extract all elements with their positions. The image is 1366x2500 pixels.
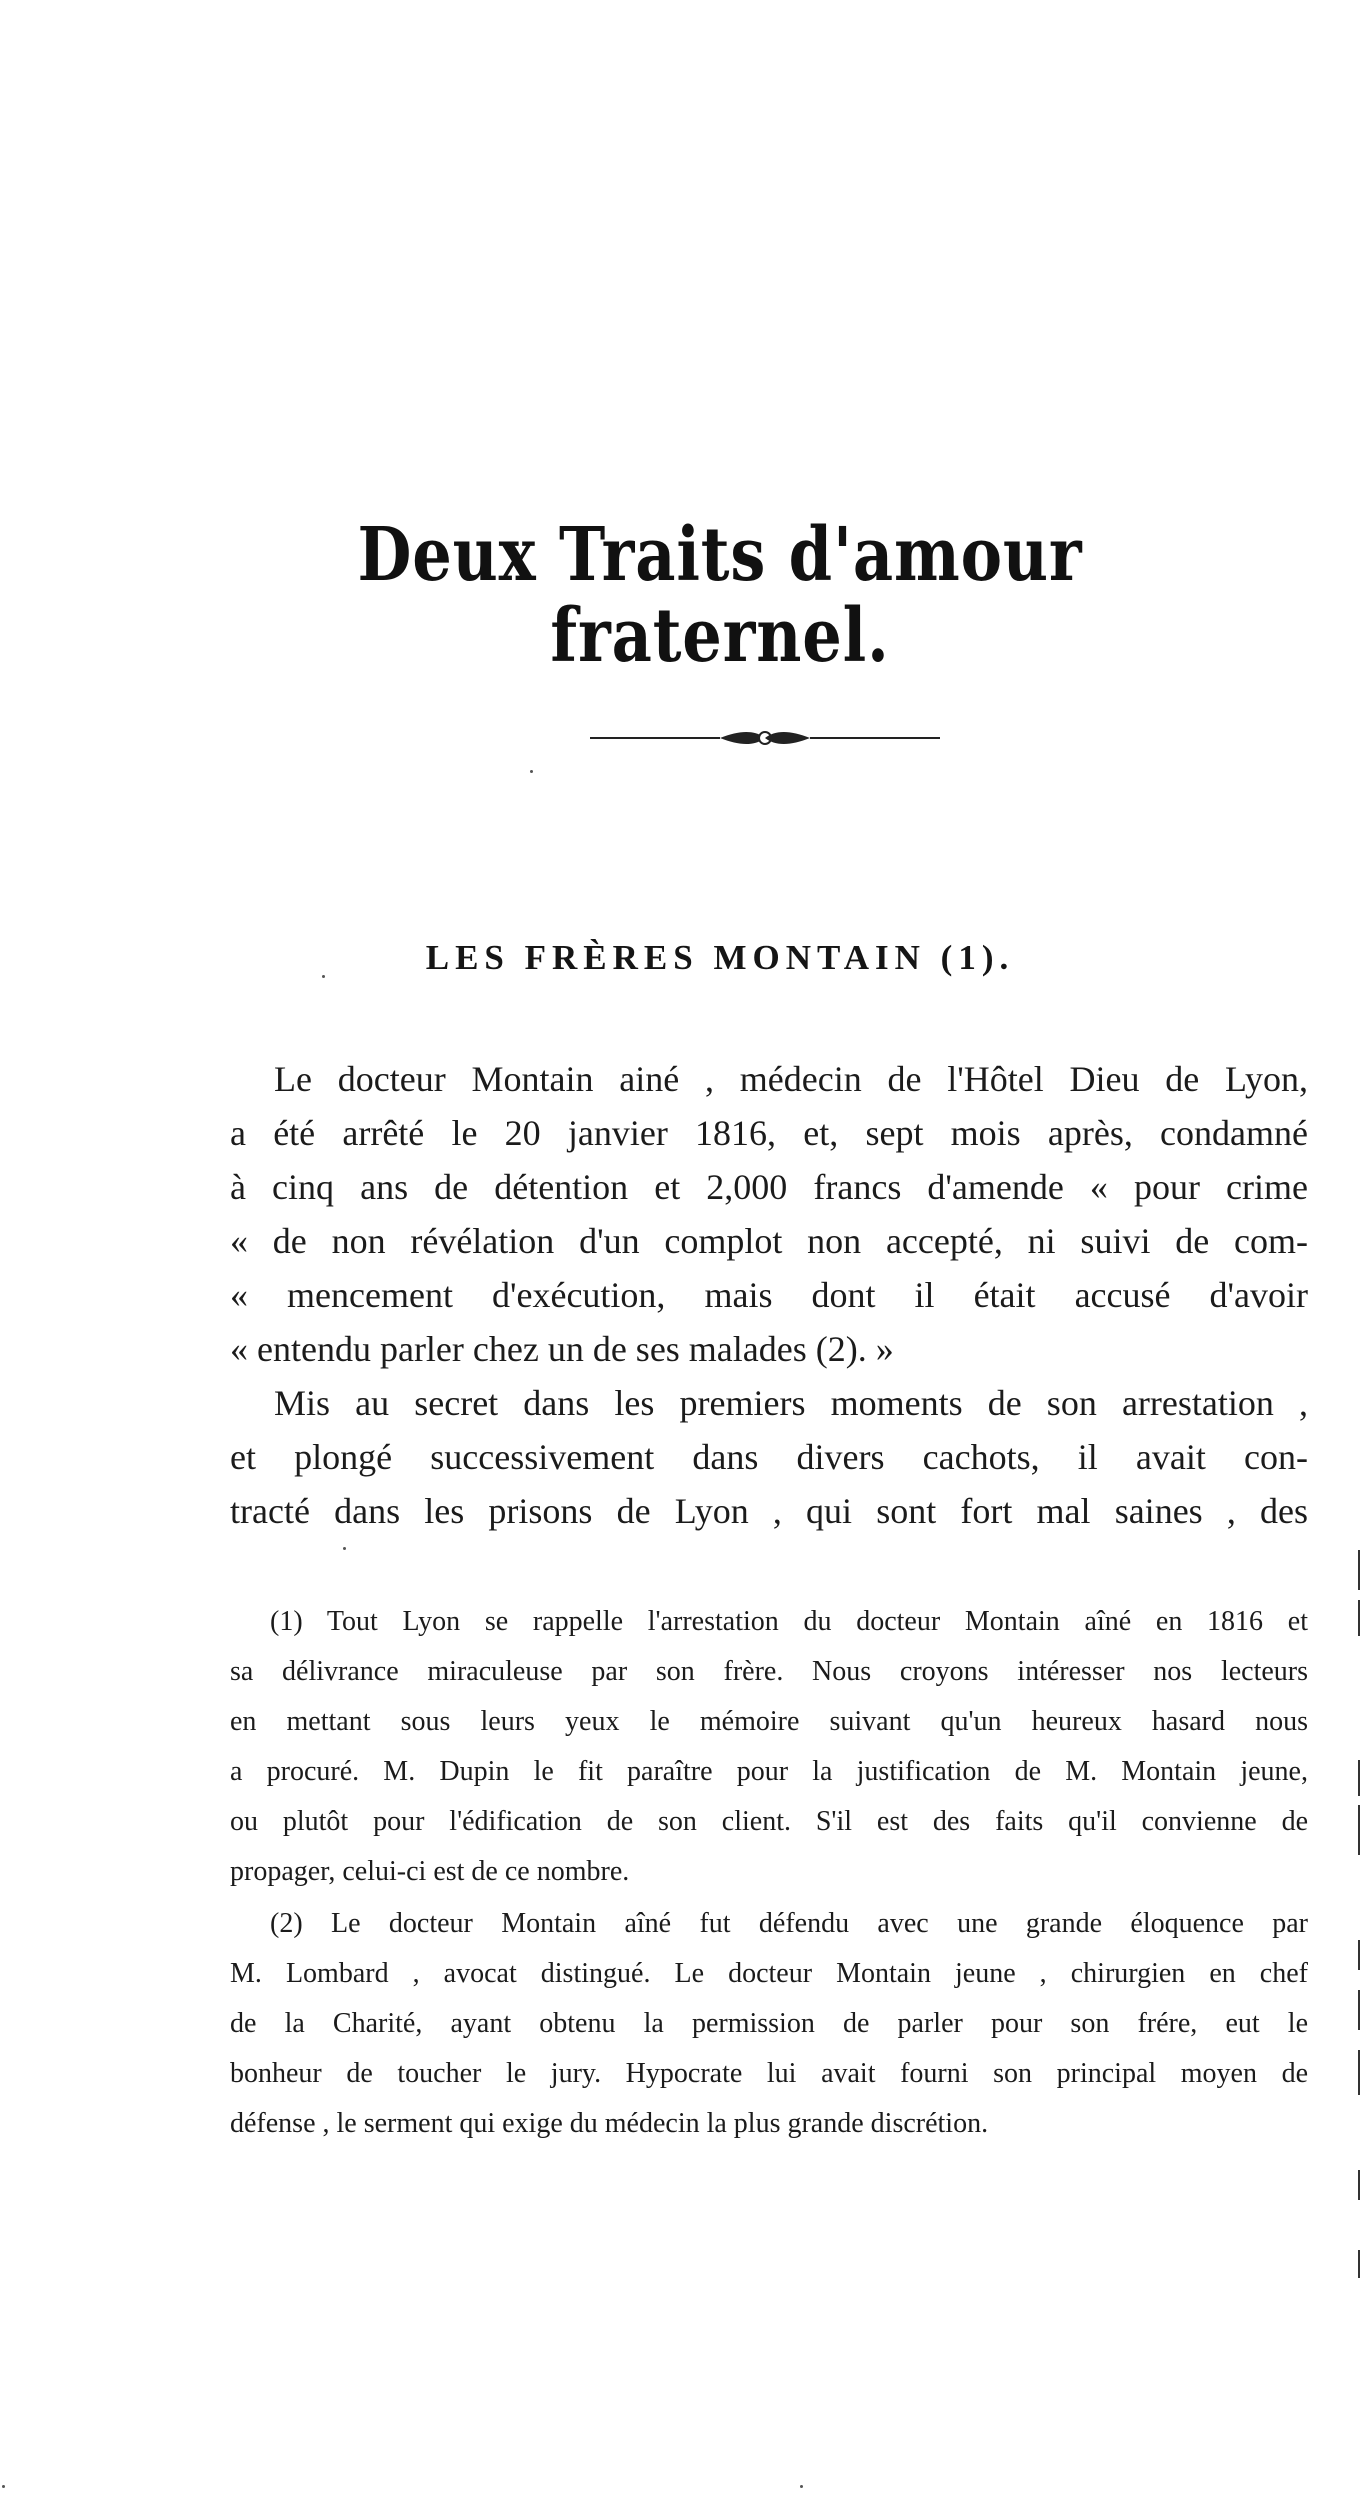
scan-edge-mark <box>1358 1600 1360 1636</box>
body-line: Le docteur Montain ainé , médecin de l'Hôtel Dieu de Lyon, <box>274 1059 1308 1099</box>
page-title: Deux Traits d'amour fraternel. <box>357 512 1083 680</box>
footnote-line: a procuré. M. Dupin le fit paraître pour la justification de M. Montain jeune, <box>230 1756 1308 1787</box>
footnote-2 <box>230 1899 1308 2149</box>
scan-edge-mark <box>1358 2170 1360 2200</box>
body-line: « de non révélation d'un complot non accepté, ni suivi de com- <box>230 1221 1308 1261</box>
scan-edge-mark <box>1358 1550 1360 1590</box>
scan-edge-mark <box>1358 2250 1360 2278</box>
footnote-line: en mettant sous leurs yeux le mémoire suivant qu'un heureux hasard nous <box>230 1706 1308 1737</box>
footnote-line: ou plutôt pour l'édification de son client. S'il est des faits qu'il convienne de <box>230 1806 1308 1837</box>
body-line: « mencement d'exécution, mais dont il était accusé d'avoir <box>230 1275 1308 1315</box>
scan-speck <box>800 2485 803 2488</box>
footnote-line: de la Charité, ayant obtenu la permission de parler pour son frére, eut le <box>230 2008 1308 2039</box>
scan-speck <box>343 1547 346 1550</box>
body-line: a été arrêté le 20 janvier 1816, et, sept mois après, condamné <box>230 1113 1308 1153</box>
body-line: « entendu parler chez un de ses malades (2). » <box>230 1329 894 1369</box>
scan-edge-mark <box>1358 1990 1360 2030</box>
body-line: Mis au secret dans les premiers moments de son arrestation , <box>274 1383 1308 1423</box>
footnote-1 <box>230 1597 1308 1897</box>
body-line: tracté dans les prisons de Lyon , qui sont fort mal saines , des <box>230 1491 1308 1531</box>
footnote-line: propager, celui-ci est de ce nombre. <box>230 1856 630 1887</box>
ornament-divider-icon <box>590 724 940 752</box>
body-line: à cinq ans de détention et 2,000 francs d'amende « pour crime <box>230 1167 1308 1207</box>
scan-edge-mark <box>1358 2050 1360 2095</box>
footnote-line: sa délivrance miraculeuse par son frère. Nous croyons intéresser nos lecteurs <box>230 1656 1308 1687</box>
body-text <box>230 1052 1308 1538</box>
scan-edge-mark <box>1358 1760 1360 1796</box>
footnote-line: défense , le serment qui exige du médecin la plus grande discrétion. <box>230 2108 989 2139</box>
footnote-line: (1) Tout Lyon se rappelle l'arrestation du docteur Montain aîné en 1816 et <box>270 1606 1308 1637</box>
scan-speck <box>530 770 533 773</box>
footnote-line: bonheur de toucher le jury. Hypocrate lui avait fourni son principal moyen de <box>230 2058 1308 2089</box>
body-line: et plongé successivement dans divers cachots, il avait con- <box>230 1437 1308 1477</box>
scan-speck <box>322 975 325 978</box>
footnote-line: M. Lombard , avocat distingué. Le docteur Montain jeune , chirurgien en chef <box>230 1958 1308 1989</box>
scan-speck <box>2 2485 5 2488</box>
footnote-line: (2) Le docteur Montain aîné fut défendu avec une grande éloquence par <box>270 1908 1308 1939</box>
section-heading: LES FRÈRES MONTAIN (1). <box>425 938 1015 977</box>
scan-edge-mark <box>1358 1940 1360 1970</box>
footnotes <box>230 1597 1308 2151</box>
scan-edge-mark <box>1358 1805 1360 1855</box>
